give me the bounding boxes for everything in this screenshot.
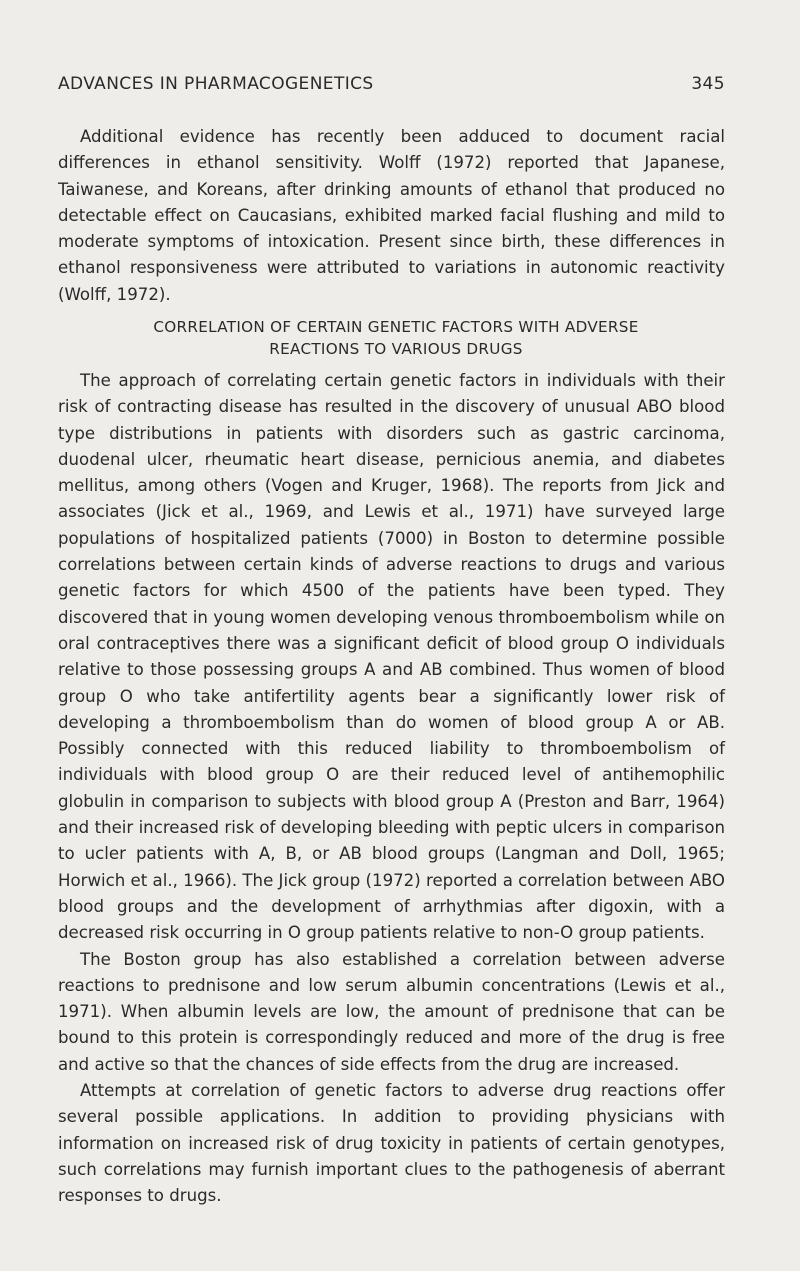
section-heading	[96, 316, 696, 360]
running-title: ADVANCES IN PHARMACOGENETICS	[58, 74, 374, 94]
section-body	[58, 368, 725, 1210]
section-heading-line-2: REACTIONS TO VARIOUS DRUGS	[269, 340, 523, 358]
body-paragraph-1: The approach of correlating certain genetic factors in individuals with their risk of contracting disease has resulted in the discovery of unusual ABO blood type distributions in patients with disorders such as gastric carcinoma, duodenal ulcer, rheumatic heart disease, pernicious anemia, and diabetes mellitus, among others (Vogen and Kruger, 1968). The reports from Jick and associates (Jick et al., 1969, and Lewis et al., 1971) have surveyed large populations of hospitalized patients (7000) in Boston to determine possible correlations between certain kinds of adverse reactions to drugs and various genetic factors for which 4500 of the patients have been typed. They discovered that in young women developing venous thromboembolism while on oral contraceptives there was a significant deficit of blood group O individuals relative to those possessing groups A and AB combined. Thus women of blood group O who take antifertility agents bear a significantly lower risk of developing a thromboembolism than do women of blood group A or AB. Possibly connected with this reduced liability to thromboembolism of individuals with blood group O are their reduced level of antihemophilic globulin in comparison to subjects with blood group A (Preston and Barr, 1964) and their increased risk of developing bleeding with peptic ulcers in comparison to ucler patients with A, B, or AB blood groups (Langman and Doll, 1965; Horwich et al., 1966). The Jick group (1972) reported a correlation between ABO blood groups and the development of arrhythmias after digoxin, with a decreased risk occurring in O group patients relative to non-O group patients.	[58, 371, 725, 943]
section-heading-line-1: CORRELATION OF CERTAIN GENETIC FACTORS WITH ADVERSE	[153, 318, 639, 336]
page-number: 345	[691, 74, 725, 94]
intro-section	[58, 124, 725, 308]
body-paragraph-3: Attempts at correlation of genetic factors to adverse drug reactions offer several possible applications. In addition to providing physicians with information on increased risk of drug toxicity in patients of certain genotypes, such correlations may furnish important clues to the pathogenesis of aberrant responses to drugs.	[58, 1081, 725, 1206]
running-head	[58, 74, 725, 100]
body-paragraph-2: The Boston group has also established a correlation between adverse reactions to prednisone and low serum albumin concentrations (Lewis et al., 1971). When albumin levels are low, the amount of prednisone that can be bound to this protein is correspondingly reduced and more of the drug is free and active so that the chances of side effects from the drug are increased.	[58, 949, 725, 1074]
intro-paragraph: Additional evidence has recently been adduced to document racial differences in ethanol sensitivity. Wolff (1972) reported that Japanese, Taiwanese, and Koreans, after drinking amounts of ethanol that produced no detectable effect on Caucasians, exhibited marked facial flushing and mild to moderate symptoms of intoxication. Present since birth, these differences in ethanol responsiveness were attributed to variations in autonomic reactivity (Wolff, 1972).	[58, 127, 725, 304]
